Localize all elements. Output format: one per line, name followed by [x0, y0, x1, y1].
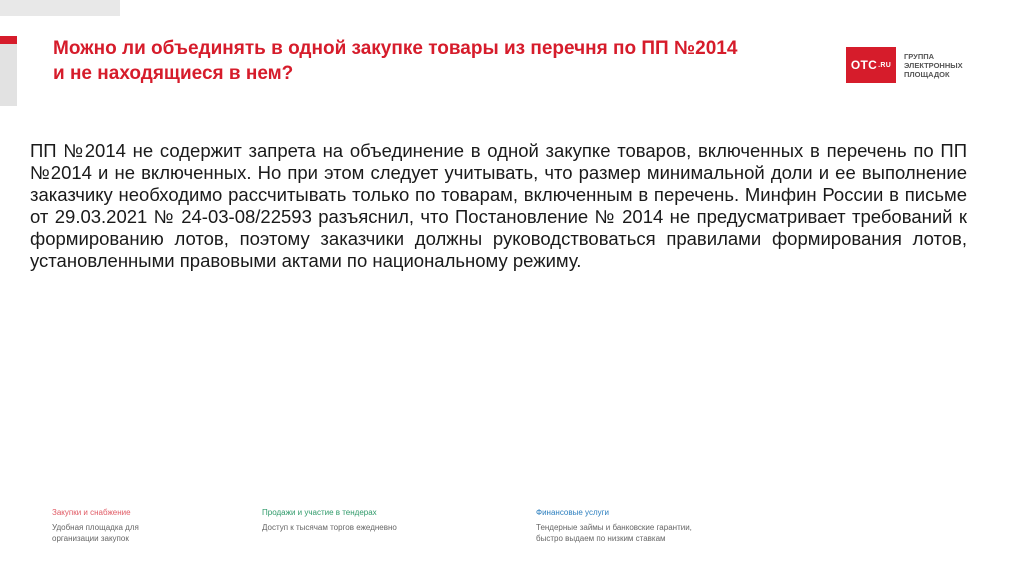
otc-logo-mark	[846, 47, 896, 83]
side-accent-mark	[0, 36, 17, 44]
otc-logo-caption-line-3: ПЛОЩАДОК	[904, 69, 950, 79]
footer-column-finance	[536, 507, 692, 544]
otc-logo-caption	[904, 52, 963, 79]
slide-title-line-1: Можно ли объединять в одной закупке товары из перечня по ПП №2014	[53, 38, 738, 59]
footer-heading-sales: Продажи и участие в тендерах	[262, 508, 377, 517]
slide-title-line-2: и не находящиеся в нем?	[53, 63, 294, 84]
otc-logo-brand: OTC	[850, 58, 878, 72]
otc-logo-caption-line-2: ЭЛЕКТРОННЫХ	[904, 60, 963, 70]
footer-column-sales	[262, 507, 397, 533]
otc-logo-caption-line-1: ГРУППА	[904, 51, 935, 61]
slide-title	[53, 36, 843, 86]
body-paragraph: ПП №2014 не содержит запрета на объединение в одной закупке товаров, включенных в перечень по ПП №2014 и не включенных. Но при этом следует учитывать, что размер минимальной доли и ее выполнение заказчику необходимо рассчитывать только по товарам, включенным в перечень. Минфин России в письме от 29.03.2021 № 24-03-08/22593 разъяснил, что Постановление № 2014 не предусматривает требований к формированию лотов, поэтому заказчики должны руководствоваться правилами формирования лотов, установленными правовыми актами по национальному режиму.	[30, 140, 967, 271]
otc-logo-suffix: .RU	[878, 61, 892, 69]
footer-heading-finance: Финансовые услуги	[536, 508, 610, 517]
footer-heading-procurement: Закупки и снабжение	[52, 508, 131, 517]
footer-text-finance-2: быстро выдаем по низким ставкам	[536, 534, 666, 543]
footer-text-sales-1: Доступ к тысячам торгов ежедневно	[262, 523, 397, 532]
footer-text-finance-1: Тендерные займы и банковские гарантии,	[536, 523, 692, 532]
footer-column-procurement	[52, 507, 139, 544]
footer-text-procurement-1: Удобная площадка для	[52, 523, 139, 532]
side-accent-bar	[0, 36, 17, 106]
otc-logo	[846, 46, 963, 84]
corner-tab-decoration	[0, 0, 120, 16]
footer	[0, 507, 1024, 557]
footer-text-procurement-2: организации закупок	[52, 534, 129, 543]
